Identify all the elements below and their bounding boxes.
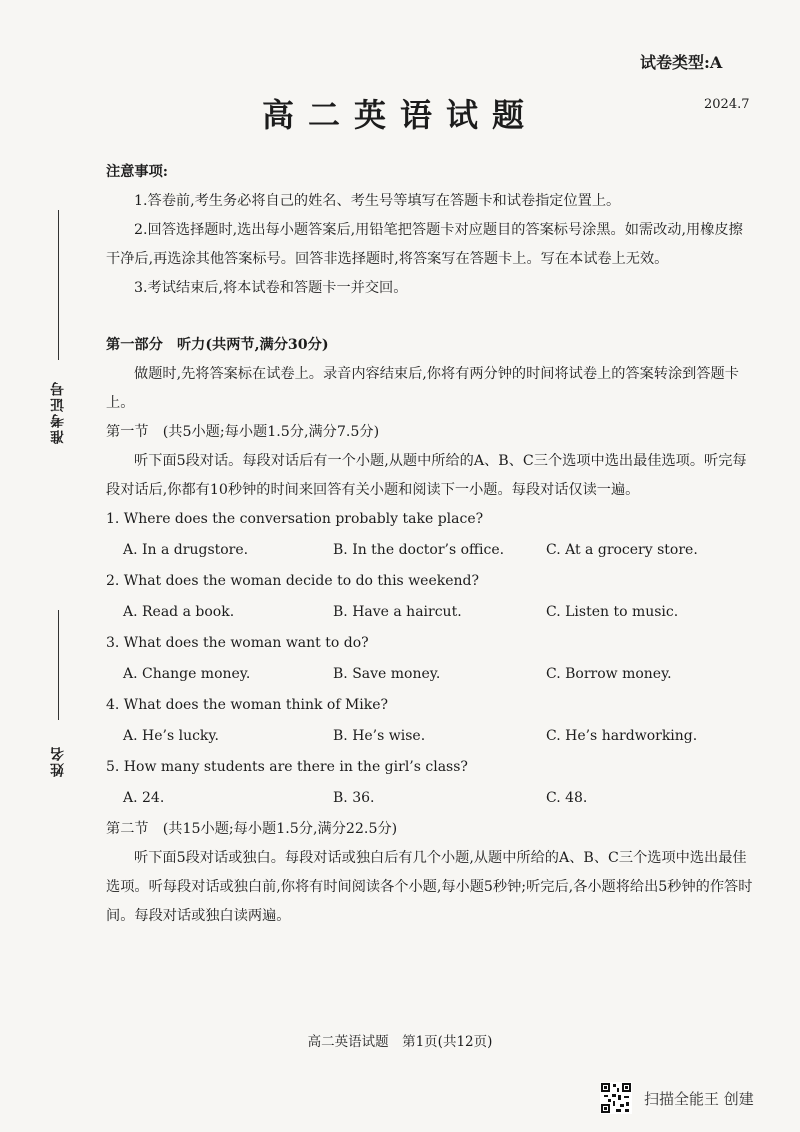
paper-type: 试卷类型:A (640, 53, 723, 72)
option-a: A. He’s lucky. (123, 728, 219, 744)
name-line (58, 610, 59, 720)
section1-instructions: 听下面5段对话。每段对话后有一个小题,从题中所给的A、B、C三个选项中选出最佳选项。听完每段对话后,你都有10秒钟的时间来回答有关小题和阅读下一小题。每段对话仅读一遍。 (106, 453, 747, 498)
notice-item: 3.考试结束后,将本试卷和答题卡一并交回。 (134, 280, 408, 296)
notice-item: 1.答卷前,考生务必将自己的姓名、考生号等填写在答题卡和试卷指定位置上。 (134, 193, 621, 209)
notice-item: 2.回答选择题时,选出每小题答案后,用铅笔把答题卡对应题目的答案标号涂黑。如需改动,用橡皮擦干净后,再选涂其他答案标号。回答非选择题时,将答案写在答题卡上。写在本试卷上无效。 (106, 222, 743, 267)
question-text: 3. What does the woman want to do? (106, 635, 369, 651)
qr-code-icon (600, 1082, 632, 1114)
question-1 (106, 505, 756, 567)
question-text: 4. What does the woman think of Mike? (106, 697, 389, 713)
option-a: A. 24. (123, 790, 165, 806)
option-b: B. He’s wise. (333, 728, 426, 744)
option-b: B. Have a haircut. (333, 604, 462, 620)
question-2 (106, 567, 756, 629)
question-text: 5. How many students are there in the girl’s class? (106, 759, 468, 775)
option-b: B. In the doctor’s office. (333, 542, 505, 558)
exam-id-label: 准考证号 (50, 380, 66, 444)
question-text: 1. Where does the conversation probably take place? (106, 511, 484, 527)
scanner-label: 扫描全能王 创建 (644, 1089, 754, 1108)
section2-heading: 第二节 (共15小题;每小题1.5分,满分22.5分) (106, 821, 398, 837)
section2-instructions: 听下面5段对话或独白。每段对话或独白后有几个小题,从题中所给的A、B、C三个选项中选出最佳选项。听每段对话或独白前,你将有时间阅读各个小题,每小题5秒钟;听完后,各小题将给出5秒钟的作答时间。每段对话或独白读两遍。 (106, 850, 753, 924)
option-b: B. Save money. (333, 666, 441, 682)
notice-heading: 注意事项: (106, 164, 168, 180)
page-title: 高二英语试题 (261, 96, 538, 134)
option-c: C. Borrow money. (546, 666, 672, 682)
section1-heading: 第一节 (共5小题;每小题1.5分,满分7.5分) (106, 424, 380, 440)
scanner-watermark (600, 1082, 754, 1114)
question-text: 2. What does the woman decide to do this weekend? (106, 573, 479, 589)
exam-content (106, 158, 756, 931)
exam-id-line (58, 210, 59, 360)
option-c: C. Listen to music. (546, 604, 679, 620)
option-c: C. At a grocery store. (546, 542, 698, 558)
part1-intro: 做题时,先将答案标在试卷上。录音内容结束后,你将有两分钟的时间将试卷上的答案转涂到答题卡上。 (106, 366, 739, 411)
option-c: C. He’s hardworking. (546, 728, 698, 744)
option-b: B. 36. (333, 790, 375, 806)
question-3 (106, 629, 756, 691)
option-a: A. Read a book. (123, 604, 235, 620)
question-5 (106, 753, 756, 815)
option-a: A. Change money. (123, 666, 251, 682)
option-c: C. 48. (546, 790, 588, 806)
exam-date: 2024.7 (704, 97, 750, 112)
option-a: A. In a drugstore. (123, 542, 249, 558)
name-label: 姓名 (50, 745, 66, 777)
page-footer: 高二英语试题 第1页(共12页) (307, 1034, 493, 1050)
question-4 (106, 691, 756, 753)
part1-heading: 第一部分 听力(共两节,满分30分) (106, 337, 329, 353)
